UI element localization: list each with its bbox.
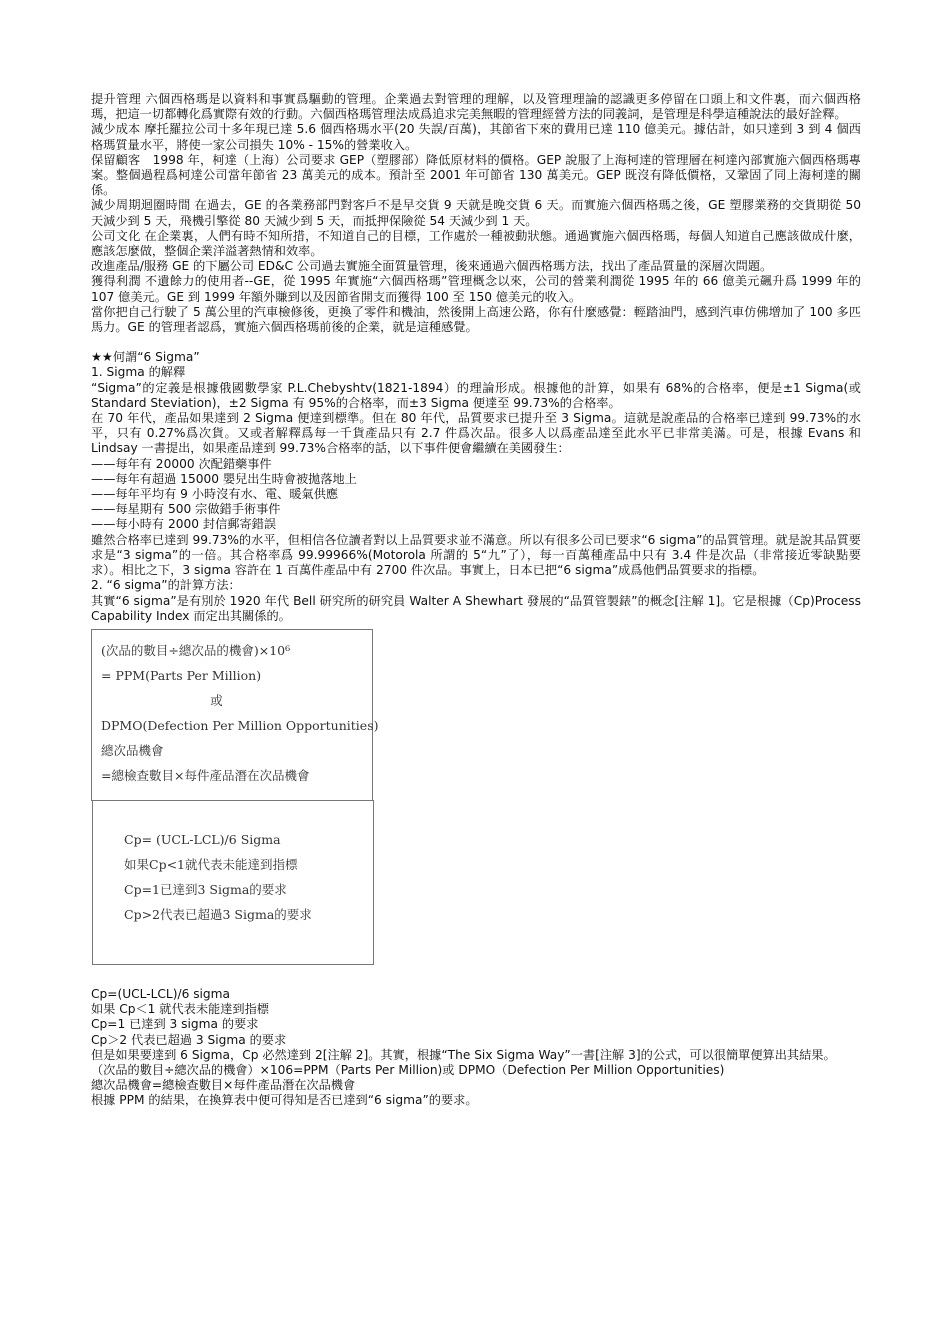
subsection-heading: 2. “6 sigma”的計算方法： (91, 578, 241, 593)
body-line: （次品的數目÷總次品的機會）×106=PPM（Parts Per Million)或 DPMO（Defection Per Million Opportunities) (91, 1062, 725, 1077)
document-page (91, 92, 861, 1109)
intro-paragraph: 公司文化 在企業裏，人們有時不知所措，不知道自己的目標，工作處於一種被動狀態。通過實施六個西格瑪，每個人知道自己應該做成什麼，應該怎麼做，整個企業洋溢著熱情和效率。 (91, 228, 861, 259)
intro-paragraph: 改進產品/服務 GE 的下屬公司 ED&C 公司過去實施全面質量管理，後來通過六個西格瑪方法，找出了產品質量的深層次問題。 (91, 259, 773, 274)
intro-paragraph: 提升管理 六個西格瑪是以資料和事實爲驅動的管理。企業過去對管理的理解，以及管理理論的認識更多停留在口頭上和文件裏，而六個西格瑪，把這一切都轉化爲實際有效的行動。六個西格瑪管理法成爲追求完美無暇的管理經營方法的同義詞，是管理是科學這種說法的最好詮釋。 (91, 92, 861, 122)
body-line: 根據 PPM 的結果，在換算表中便可得知是否已達到“6 sigma”的要求。 (91, 1093, 478, 1108)
formula-line: 總次品機會 (101, 742, 164, 758)
formula-line: = PPM(Parts Per Million) (101, 667, 262, 683)
list-item: ——每年有 20000 次配錯藥事件 (91, 456, 272, 471)
body-line: 總次品機會=總檢查數目×每件產品潛在次品機會 (91, 1078, 356, 1093)
section-heading: ★★何謂“6 Sigma” (91, 350, 200, 365)
formula-line: 或 (210, 692, 223, 708)
closing-section (91, 987, 861, 1109)
list-item: ——每小時有 2000 封信郵寄錯誤 (91, 517, 277, 532)
body-paragraph: 但是如果要達到 6 Sigma，Cp 必然達到 2[注解 2]。其實，根據“The Six Sigma Way”一書[注解 3]的公式，可以很簡單便算出其結果。 (91, 1047, 836, 1062)
formula-image-cp (92, 800, 374, 965)
formula-line: 如果Cp<1就代表未能達到指標 (124, 856, 298, 872)
subsection-heading: 1. Sigma 的解釋 (91, 365, 186, 380)
body-line: Cp＞2 代表已超過 3 Sigma 的要求 (91, 1032, 287, 1047)
intro-paragraph: 減少周期迴圈時間 在過去，GE 的各業務部門對客戶不是早交貨 9 天就是晚交貨 6 天。而實施六個西格瑪之後，GE 塑膠業務的交貨期從 50 天減少到 5 天，飛機引擎從 80 天減少到 5 天，而抵押保險從 54 天減少到 1 天。 (91, 198, 861, 228)
list-item: ——每年平均有 9 小時沒有水、電、暖氣供應 (91, 487, 339, 502)
formula-line: Cp= (UCL-LCL)/6 Sigma (124, 831, 281, 847)
body-line: Cp=(UCL-LCL)/6 sigma (91, 986, 231, 1001)
list-item: ——每年有超過 15000 嬰兒出生時會被拋落地上 (91, 471, 357, 486)
formula-line: Cp=1已達到3 Sigma的要求 (124, 881, 287, 897)
intro-paragraph: 減少成本 摩托羅拉公司十多年現已達 5.6 個西格瑪水平(20 失誤/百萬)，其節省下來的費用已達 110 億美元。據估計，如只達到 3 到 4 個西格瑪質量水平，將使一家公司損失 10% - 15%的營業收入。 (91, 122, 861, 152)
body-line: Cp=1 已達到 3 sigma 的要求 (91, 1017, 259, 1032)
formula-line: =總檢查數目×每件產品潛在次品機會 (101, 767, 310, 783)
intro-paragraph: 獲得利潤 不遺餘力的使用者--GE，從 1995 年實施“六個西格瑪”管理概念以來，公司的營業利潤從 1995 年的 66 億美元飆升爲 1999 年的 107 億美元。GE 到 1999 年額外賺到以及因節省開支而獲得 100 至 150 億美元的收入。 (91, 274, 861, 304)
formula-line: DPMO(Defection Per Million Opportunities) (101, 717, 379, 733)
formula-image-ppm (91, 629, 379, 801)
formula-line: Cp>2代表已超過3 Sigma的要求 (124, 906, 312, 922)
list-item: ——每星期有 500 宗做錯手術事件 (91, 502, 281, 517)
intro-paragraph: 當你把自己行駛了 5 萬公里的汽車檢修後，更換了零件和機油，然後開上高速公路，你有什麼感覺：輕踏油門，感到汽車仿佛增加了 100 多匹馬力。GE 的管理者認爲，實施六個西格瑪前後的企業，就是這種感覺。 (91, 304, 861, 335)
body-paragraph: “Sigma”的定義是根據俄國數學家 P.L.Chebyshtv(1821-1894）的理論形成。根據他的計算，如果有 68%的合格率，便是±1 Sigma(或 Standard Steviation)，±2 Sigma 有 95%的合格率，而±3 Sigma 便達至 99.73%的合格率。 (91, 380, 861, 410)
body-paragraph: 雖然合格率已達到 99.73%的水平，但相信各位讀者對以上品質要求並不滿意。所以有很多公司已要求“6 sigma”的品質管理。就是說其品質要求是“3 sigma”的一倍。其合格率爲 99.99966%(Motorola 所謂的 5“九”了），每一百萬種產品中只有 3.4 件是次品（非常接近零缺點要求）。相比之下，3 sigma 容許在 1 百萬件產品中有 2700 件次品。事實上，日本已把“6 sigma”成爲他們品質要求的指標。 (91, 532, 861, 578)
blank-line (91, 335, 861, 350)
body-paragraph: 其實“6 sigma”是有別於 1920 年代 Bell 研究所的研究員 Walter A Shewhart 發展的“品質管製錶”的概念[注解 1]。它是根據（Cp)Process Capability Index 而定出其關係的。 (91, 593, 861, 623)
body-line: 如果 Cp＜1 就代表未能達到指標 (91, 1002, 269, 1017)
body-paragraph: 在 70 年代，產品如果達到 2 Sigma 便達到標準。但在 80 年代，品質要求已提升至 3 Sigma。這就是說產品的合格率已達到 99.73%的水平，只有 0.27%爲次貨。又或者解釋爲每一千貨產品只有 2.7 件爲次品。很多人以爲產品達至此水平已非常美滿。可是，根據 Evans 和 Lindsay 一書提出，如果產品達到 99.73%合格率的話，以下事件便會繼續在美國發生： (91, 411, 861, 456)
intro-paragraph: 保留顧客 1998 年，柯達（上海）公司要求 GEP（塑膠部）降低原材料的價格。GEP 說服了上海柯達的管理層在柯達內部實施六個西格瑪專案。整個過程爲柯達公司當年節省 23 萬美元的成本。預計至 2001 年可節省 130 萬美元。GEP 既沒有降低價格，又鞏固了同上海柯達的關係。 (91, 152, 861, 198)
formula-line: (次品的數目÷總次品的機會)×10⁶ (101, 642, 291, 658)
